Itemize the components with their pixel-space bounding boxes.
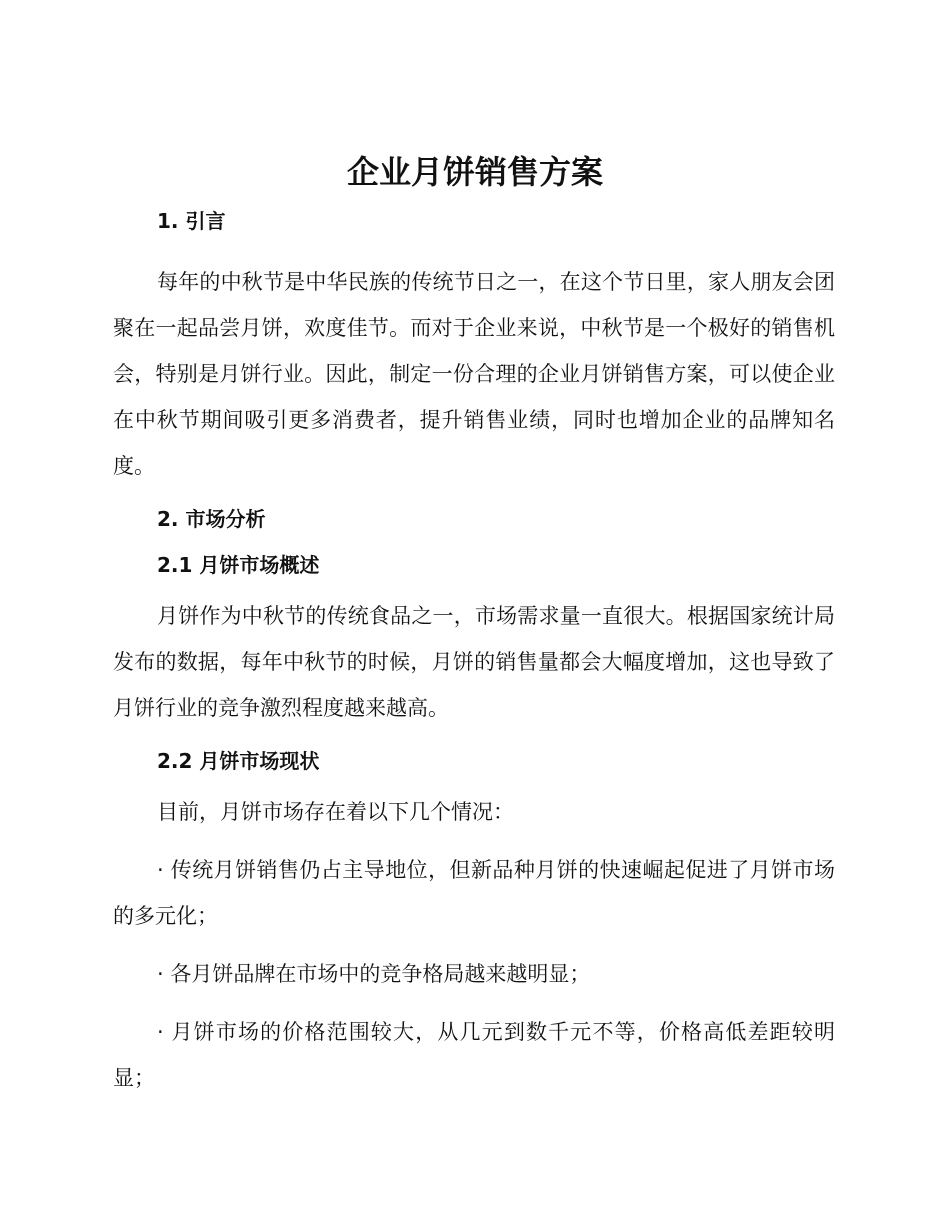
subsection-heading-status: 2.2 月饼市场现状 <box>157 749 320 773</box>
spacer <box>113 237 835 259</box>
section-heading-market: 2. 市场分析 <box>157 507 266 531</box>
list-item: · 月饼市场的价格范围较大，从几元到数千元不等，价格高低差距较明显； <box>113 1020 835 1090</box>
spacer <box>113 939 835 951</box>
spacer <box>113 731 835 745</box>
list-item: · 传统月饼销售仍占主导地位，但新品种月饼的快速崛起促进了月饼市场的多元化； <box>113 858 835 928</box>
paragraph-overview: 月饼作为中秋节的传统食品之一，市场需求量一直很大。根据国家统计局发布的数据，每年中秋节的时候，月饼的销售量都会大幅度增加，这也导致了月饼行业的竞争激烈程度越来越高。 <box>113 604 835 720</box>
spacer <box>113 581 835 593</box>
section-heading-intro: 1. 引言 <box>157 209 226 233</box>
document-title: 企业月饼销售方案 <box>346 153 603 191</box>
paragraph-intro: 每年的中秋节是中华民族的传统节日之一，在这个节日里，家人朋友会团聚在一起品尝月饼，欢度佳节。而对于企业来说，中秋节是一个极好的销售机会，特别是月饼行业。因此，制定一份合理的企业月饼销售方案，可以使企业在中秋节期间吸引更多消费者，提升销售业绩，同时也增加企业的品牌知名度。 <box>113 270 835 478</box>
paragraph-status-intro: 目前，月饼市场存在着以下几个情况： <box>157 800 514 824</box>
spacer <box>113 535 835 549</box>
spacer <box>113 489 835 503</box>
spacer <box>113 997 835 1009</box>
spacer <box>113 835 835 847</box>
spacer <box>113 777 835 789</box>
document-body <box>113 205 835 1101</box>
subsection-heading-overview: 2.1 月饼市场概述 <box>157 553 320 577</box>
list-item: · 各月饼品牌在市场中的竞争格局越来越明显； <box>157 962 591 986</box>
